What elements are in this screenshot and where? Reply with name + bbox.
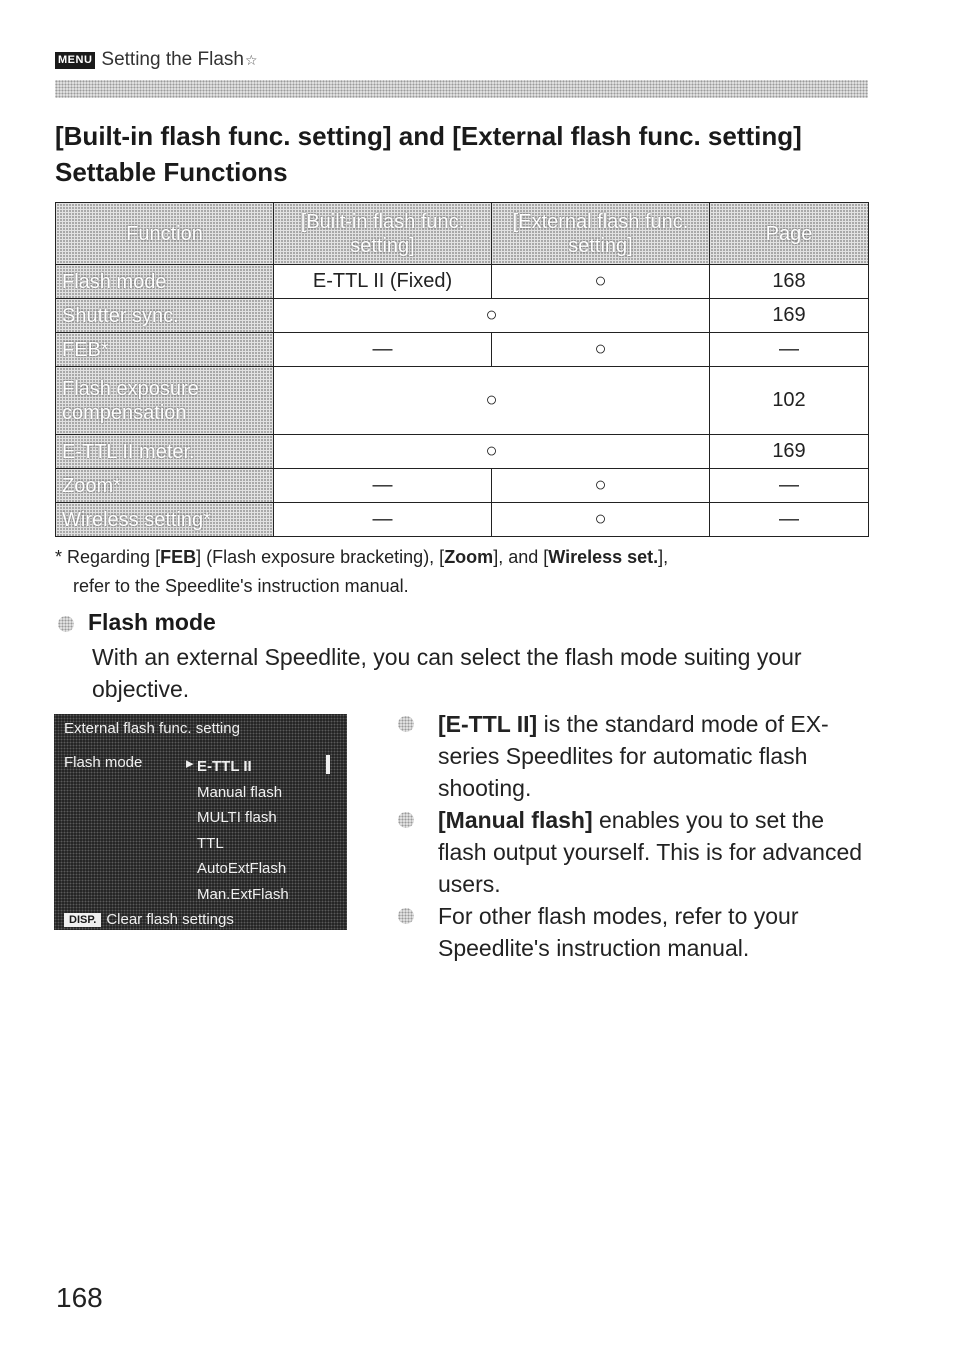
column-header: [External flash func. setting]	[492, 203, 710, 265]
page-title: [Built-in flash func. setting] and [External flash func. setting] Settable Functions	[55, 121, 802, 187]
menu-icon: MENU	[55, 52, 95, 69]
lcd-option: Man.ExtFlash	[197, 885, 289, 903]
bullet-icon	[58, 616, 74, 632]
builtin-cell: E-TTL II (Fixed)	[274, 265, 492, 299]
lcd-option: MULTI flash	[197, 809, 277, 826]
bullet-icon	[398, 716, 414, 732]
flash-mode-text: With an external Speedlite, you can select the flash mode suiting your objective.	[92, 644, 802, 702]
lcd-option: AutoExtFlash	[197, 860, 287, 877]
page-cell: 169	[710, 435, 869, 469]
settable-functions-table	[55, 202, 869, 537]
both-cell: ○	[274, 367, 710, 435]
caret-right-icon: ▸	[186, 755, 194, 772]
external-cell: ○	[492, 503, 710, 537]
table-row	[56, 435, 869, 469]
page-number: 168	[56, 1282, 103, 1313]
page-cell: 169	[710, 299, 869, 333]
header-bar	[55, 80, 868, 98]
both-cell: ○	[274, 299, 710, 333]
lcd-row-label: Flash mode	[64, 754, 143, 771]
lcd-footer	[64, 911, 234, 928]
function-cell: Wireless setting*	[56, 503, 274, 537]
lcd-options	[197, 754, 289, 907]
lcd-scrollbar	[326, 755, 330, 774]
page-cell: —	[710, 469, 869, 503]
page-cell: 102	[710, 367, 869, 435]
both-cell: ○	[274, 435, 710, 469]
table-row	[56, 333, 869, 367]
external-cell: ○	[492, 469, 710, 503]
table-row	[56, 299, 869, 333]
function-cell: Flash mode	[56, 265, 274, 299]
external-cell: ○	[492, 265, 710, 299]
column-header: Page	[710, 203, 869, 265]
page-cell: —	[710, 503, 869, 537]
function-cell: E-TTL II meter.	[56, 435, 274, 469]
table-row	[56, 265, 869, 299]
star-icon: ☆	[244, 51, 258, 68]
lcd-footer-text: Clear flash settings	[106, 911, 234, 928]
footnote-line-2: refer to the Speedlite's instruction manual.	[73, 576, 409, 596]
function-cell: Flash exposure compensation	[56, 367, 274, 435]
table-row	[56, 367, 869, 435]
disp-button-icon: DISP.	[64, 913, 101, 927]
list-item: [E-TTL II] is the standard mode of EX-series Speedlites for automatic flash shooting.	[398, 708, 878, 804]
bullet-icon	[398, 908, 414, 924]
flash-mode-bullets	[398, 708, 878, 964]
builtin-cell: —	[274, 333, 492, 367]
column-header: [Built-in flash func. setting]	[274, 203, 492, 265]
table-row	[56, 503, 869, 537]
external-cell: ○	[492, 333, 710, 367]
builtin-cell: —	[274, 503, 492, 537]
camera-lcd-screenshot	[54, 714, 347, 930]
lcd-option: Manual flash	[197, 783, 283, 801]
table-footnote: * Regarding [FEB] (Flash exposure bracketing), [Zoom], and [Wireless set.], refer to the Speedlite's instruction manual.	[55, 543, 875, 601]
lcd-option-selected: E-TTL II	[197, 758, 252, 775]
list-item: For other flash modes, refer to your Speedlite's instruction manual.	[398, 900, 878, 964]
function-cell: Shutter sync.	[56, 299, 274, 333]
list-item: [Manual flash] enables you to set the flash output yourself. This is for advanced users.	[398, 804, 878, 900]
page-cell: 168	[710, 265, 869, 299]
flash-mode-heading: Flash mode	[58, 609, 216, 636]
function-cell: FEB*	[56, 333, 274, 367]
bullet-icon	[398, 812, 414, 828]
lcd-option: TTL	[197, 834, 224, 852]
table-row	[56, 469, 869, 503]
page-header	[55, 48, 258, 72]
section-title: Setting the Flash	[101, 49, 244, 70]
table-header-row	[56, 203, 869, 265]
page-cell: —	[710, 333, 869, 367]
lcd-title: External flash func. setting	[64, 720, 240, 737]
builtin-cell: —	[274, 469, 492, 503]
function-cell: Zoom*	[56, 469, 274, 503]
column-header: Function	[56, 203, 274, 265]
